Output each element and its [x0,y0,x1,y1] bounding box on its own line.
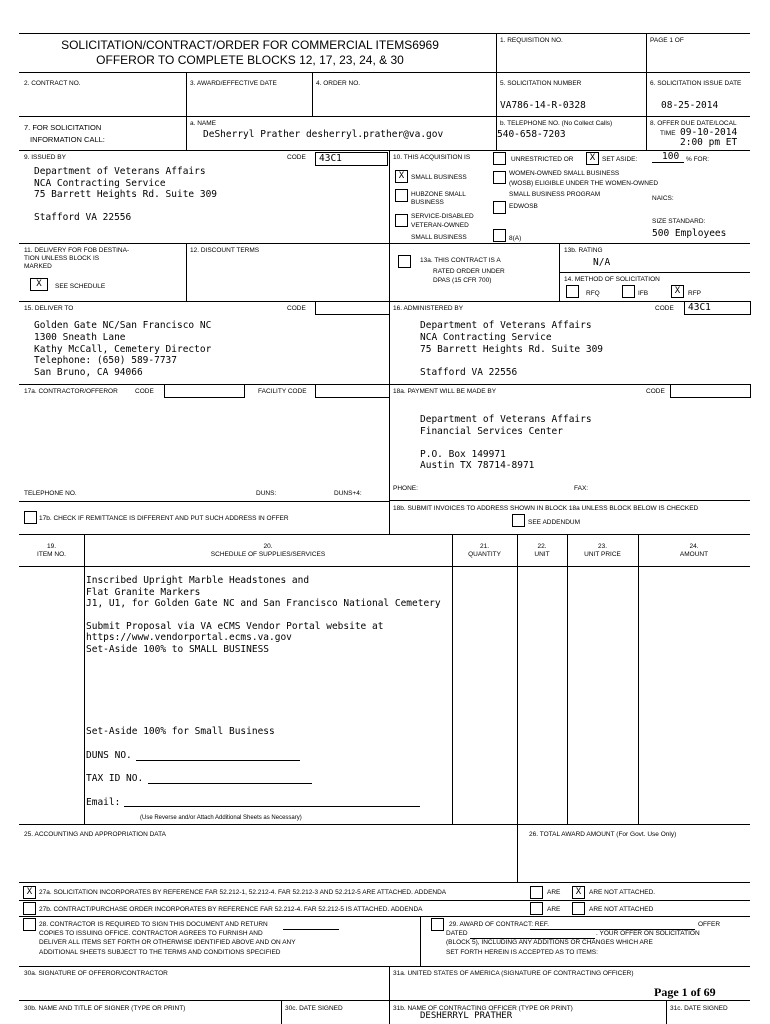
rule [517,534,518,882]
29-label: DATED [446,930,468,937]
payment-line: Financial Services Center [420,426,563,437]
administered-by-label: 16. ADMINISTERED BY [393,305,464,312]
payment-label: 18a. PAYMENT WILL BE MADE BY [393,388,497,395]
sdvosb-label: SMALL BUSINESS [411,234,467,241]
eight-a-label: 8(A) [509,235,522,242]
duns-plus4-label: DUNS+4: [334,490,362,497]
issued-by-line: 75 Barrett Heights Rd. Suite 309 [34,189,218,200]
deliver-code-field [315,301,390,315]
issued-code-label: CODE [287,154,306,161]
28-label: DELIVER ALL ITEMS SET FORTH OR OTHERWISE IDENTIFIED ABOVE AND ON ANY [39,939,296,946]
issue-date: 08-25-2014 [661,100,719,111]
27a-label: 27a. SOLICITATION INCORPORATES BY REFERENCE FAR 52.212-1, 52.212-4. FAR 52.212-3 AND 52.212-5 ARE ATTACHED. ADDENDA [39,889,447,896]
29-label: . YOUR OFFER ON SOLICITATION [596,930,700,937]
rule [567,534,568,824]
naics-label: NAICS: [652,195,674,202]
payment-code-field [670,384,751,398]
discount-terms-label: 12. DISCOUNT TERMS [190,247,260,254]
contract-no-label: 2. CONTRACT NO. [24,80,81,87]
rule [666,1000,667,1024]
facility-code-label: FACILITY CODE [258,388,307,395]
payment-line: Department of Veterans Affairs [420,414,592,425]
rule [19,534,750,535]
solicitation-no: VA786-14-R-0328 [500,100,586,111]
method-label: 14. METHOD OF SOLICITATION [564,276,660,283]
set-aside-checkbox[interactable]: X [586,152,599,165]
col-unit-price [567,543,638,559]
unrestricted-label: UNRESTRICTED OR [511,156,574,163]
set-aside-line: Set-Aside 100% for Small Business [86,726,275,737]
rule [638,534,639,824]
form-title [30,38,470,68]
rfp-label: RFP [688,290,701,297]
rule [19,966,750,967]
issued-by-label: 9. ISSUED BY [24,154,66,161]
rule [646,33,647,150]
eight-a-checkbox[interactable] [493,229,506,242]
29-label: OFFER [698,921,721,928]
27b-are-not-label: ARE NOT ATTACHED [589,906,654,913]
email-input-line[interactable] [124,806,420,807]
administered-by-line: Stafford VA 22556 [420,367,518,378]
sdvosb-label: SERVICE-DISABLED [411,213,474,220]
edwosb-checkbox[interactable] [493,201,506,214]
rule [19,501,389,502]
col-item-no-num: 19. [46,543,57,550]
delivery-label: MARKED [24,263,52,270]
deliver-to-line: Kathy McCall, Cemetery Director [34,344,212,355]
28-label: ADDITIONAL SHEETS SUBJECT TO THE TERMS AND CONDITIONS SPECIFIED [39,949,281,956]
tax-id-input-line[interactable] [148,783,312,784]
col-schedule-label: SCHEDULE OF SUPPLIES/SERVICES [210,551,326,558]
rule [19,916,750,917]
accounting-label: 25. ACCOUNTING AND APPROPRIATION DATA [24,831,166,838]
27b-are-checkbox[interactable] [530,902,543,915]
offer-due-time: 2:00 pm ET [680,137,738,148]
form-number: 6969 [412,38,439,52]
submit-invoices-label: 18b. SUBMIT INVOICES TO ADDRESS SHOWN IN BLOCK 18a UNLESS BLOCK BELOW IS CHECKED [393,505,699,512]
deliver-to-line: Telephone: (650) 589-7737 [34,355,177,366]
rule [19,900,750,901]
27b-label: 27b. CONTRACT/PURCHASE ORDER INCORPORATES BY REFERENCE FAR 52.212-4. FAR 52.212-5 IS ATTACHED. ADDENDA [39,906,423,913]
rule [84,534,85,824]
rule [19,33,750,34]
rfq-checkbox[interactable] [566,285,579,298]
date-signed-label: 30c. DATE SIGNED [285,1005,343,1012]
payment-line: P.O. Box 149971 [420,449,506,460]
set-aside-underline [652,162,684,163]
27a-are-not-checkbox[interactable]: X [572,886,585,899]
phone-label: PHONE: [393,485,418,492]
rule [389,150,390,534]
co-date-signed-label: 31c. DATE SIGNED [670,1005,728,1012]
offer-due-label: 8. OFFER DUE DATE/LOCAL [650,120,737,127]
duns-input-line[interactable] [136,760,300,761]
issued-by-line: Stafford VA 22556 [34,212,132,223]
addendum-checkbox[interactable] [512,514,525,527]
deliver-code-label: CODE [287,305,306,312]
email-line: Email: [86,797,121,808]
see-schedule-checkbox[interactable]: X [30,278,48,291]
wosb-label: (WOSB) ELIGIBLE UNDER THE WOMEN-OWNED [509,180,659,187]
rated-order-label: 13a. THIS CONTRACT IS A [420,257,501,264]
rule [389,966,390,1024]
rule [312,72,313,116]
schedule-line: Set-Aside 100% to SMALL BUSINESS [86,644,270,655]
duns-label: DUNS: [256,490,277,497]
col-quantity-num: 21. [479,543,490,550]
29-label: (BLOCK 5), INCLUDING ANY ADDITIONS OR CHANGES WHICH ARE [446,939,653,946]
29-checkbox[interactable] [431,918,444,931]
sdvosb-checkbox[interactable] [395,214,408,227]
facility-code-field[interactable] [315,384,390,398]
title-line-1: SOLICITATION/CONTRACT/ORDER FOR COMMERCIAL ITEMS [61,38,413,52]
ifb-checkbox[interactable] [622,285,635,298]
offeror-signature-label: 30a. SIGNATURE OF OFFEROR/CONTRACTOR [24,970,168,977]
col-quantity-label: QUANTITY [468,551,501,558]
requisition-label: 1. REQUISITION NO. [500,37,563,44]
deliver-to-label: 15. DELIVER TO [24,305,74,312]
col-item-no-label: ITEM NO. [37,551,66,558]
rule [19,72,750,73]
29-label: SET FORTH HEREIN IS ACCEPTED AS TO ITEMS: [446,949,598,956]
rule [19,116,750,117]
size-standard: 500 Employees [652,228,727,239]
deliver-to-line: San Bruno, CA 94066 [34,367,143,378]
duns-line: DUNS NO. [86,750,132,761]
rating-value: N/A [593,257,611,268]
info-call-label-1: 7. FOR SOLICITATION [24,123,102,132]
payment-code-label: CODE [646,388,665,395]
col-amount-num: 24. [689,543,699,550]
phone-label: b. TELEPHONE NO. (No Collect Calls) [500,120,613,127]
hubzone-label: BUSINESS [411,199,444,206]
co-name-label: 31b. NAME OF CONTRACTING OFFICER (TYPE OR PRINT) [393,1005,573,1012]
acquisition-label: 10. THIS ACQUISITION IS [393,154,471,161]
rated-order-label: DPAS (15 CFR 700) [433,277,492,284]
contractor-label: 17a. CONTRACTOR/OFFEROR [24,388,118,395]
rule [19,150,750,151]
rule [19,824,750,825]
info-call-label-2: INFORMATION CALL: [30,135,105,144]
issue-date-label: 6. SOLICITATION ISSUE DATE [650,80,742,87]
27b-checkbox[interactable] [23,902,36,915]
delivery-label: 11. DELIVERY FOR FOB DESTINA- [24,247,130,254]
rule [19,566,750,567]
contractor-code-label: CODE [135,388,154,395]
set-aside-label: SET ASIDE: [602,156,638,163]
issued-by-line: NCA Contracting Service [34,178,166,189]
size-standard-label: SIZE STANDARD: [652,218,706,225]
administered-by-line: 75 Barrett Heights Rd. Suite 309 [420,344,604,355]
admin-code-label: CODE [655,305,674,312]
col-unit-price-num: 23. [597,543,608,550]
issued-by-line: Department of Veterans Affairs [34,166,206,177]
page-of-label: PAGE 1 OF [650,37,684,44]
28-label: COPIES TO ISSUING OFFICE. CONTRACTOR AGREES TO FURNISH AND [39,930,263,937]
rule [186,72,187,150]
title-line-2: OFFEROR TO COMPLETE BLOCKS 12, 17, 23, 24, & 30 [96,53,404,67]
name-label: a. NAME [190,120,217,127]
tax-id-line: TAX ID NO. [86,773,144,784]
contractor-code-field[interactable] [164,384,245,398]
award-date-label: 3. AWARD/EFFECTIVE DATE [190,80,277,87]
schedule-line: Flat Granite Markers [86,587,201,598]
rated-order-checkbox[interactable] [398,255,411,268]
contact-name: DeSherryl Prather desherryl.prather@va.gov [203,129,444,140]
administered-by-line: Department of Veterans Affairs [420,320,592,331]
27a-checkbox[interactable]: X [23,886,36,899]
28-copies-line[interactable] [283,929,339,930]
rule [19,1000,750,1001]
set-aside-percent: 100 [662,151,680,162]
hubzone-label: HUBZONE SMALL [411,191,466,198]
schedule-line: Inscribed Upright Marble Headstones and [86,575,310,586]
sdvosb-label: VETERAN-OWNED [411,222,469,229]
unrestricted-checkbox[interactable] [493,152,506,165]
col-schedule [84,543,452,559]
delivery-label: TION UNLESS BLOCK IS [24,255,100,262]
hubzone-checkbox[interactable] [395,189,408,202]
rule [420,916,421,966]
remittance-label: 17b. CHECK IF REMITTANCE IS DIFFERENT AND PUT SUCH ADDRESS IN OFFER [39,515,289,522]
schedule-line: Submit Proposal via VA eCMS Vendor Portal website at [86,621,384,632]
27b-are-not-checkbox[interactable] [572,902,585,915]
contact-phone: 540-658-7203 [497,129,566,140]
schedule-line: https://www.vendorportal.ecms.va.gov [86,632,292,643]
28-label: 28. CONTRACTOR IS REQUIRED TO SIGN THIS DOCUMENT AND RETURN [39,921,268,928]
27b-are-label: ARE [547,906,561,913]
rule [186,243,187,301]
reverse-note: (Use Reverse and/or Attach Additional Sheets as Necessary) [140,815,302,821]
signer-name-label: 30b. NAME AND TITLE OF SIGNER (TYPE OR PRINT) [24,1005,186,1012]
payment-line: Austin TX 78714-8971 [420,460,535,471]
co-name: DESHERRYL PRATHER [420,1011,513,1021]
usa-signature-label: 31a. UNITED STATES OF AMERICA (SIGNATURE OF CONTRACTING OFFICER) [393,970,634,977]
issued-code-field: 43C1 [315,152,388,166]
addendum-label: SEE ADDENDUM [528,519,581,526]
col-amount-label: AMOUNT [679,551,709,558]
telephone-label: TELEPHONE NO. [24,490,77,497]
deliver-to-line: Golden Gate NC/San Francisco NC [34,320,212,331]
page-number: Page 1 of 69 [654,985,716,999]
rated-order-label: RATED ORDER UNDER [433,268,505,275]
29-label: 29. AWARD OF CONTRACT: REF. [449,921,549,928]
fax-label: FAX: [574,485,589,492]
edwosb-label: EDWOSB [509,203,538,210]
schedule-line: J1, U1, for Golden Gate NC and San Francisco National Cemetery [86,598,441,609]
wosb-label: WOMEN-OWNED SMALL BUSINESS [509,170,620,177]
rating-label: 13b. RATING [564,247,603,254]
27a-are-not-label: ARE NOT ATTACHED. [589,889,656,896]
rfq-label: RFQ [586,290,600,297]
rule [389,500,750,501]
28-checkbox[interactable] [23,918,36,931]
rule [452,534,453,824]
col-unit [517,543,567,559]
deliver-to-line: 1300 Sneath Lane [34,332,126,343]
27a-are-label: ARE [547,889,561,896]
total-award-label: 26. TOTAL AWARD AMOUNT (For Govt. Use Only) [529,831,677,838]
rfp-checkbox[interactable]: X [671,285,684,298]
time-label: TIME [660,130,676,137]
rule [281,1000,282,1024]
see-schedule-label: SEE SCHEDULE [55,283,106,290]
offer-due-date: 09-10-2014 [680,127,738,138]
solicitation-no-label: 5. SOLICITATION NUMBER [500,80,582,87]
remittance-checkbox[interactable] [24,511,37,524]
col-unit-num: 22. [537,543,547,550]
percent-for-label: % FOR: [686,156,710,163]
order-no-label: 4. ORDER NO. [316,80,361,87]
small-business-checkbox[interactable]: X [395,170,408,183]
col-unit-price-label: UNIT PRICE [584,551,621,558]
small-business-label: SMALL BUSINESS [411,174,467,181]
rule [559,272,750,273]
27a-are-checkbox[interactable] [530,886,543,899]
col-unit-label: UNIT [534,551,550,558]
col-amount [638,543,750,559]
wosb-checkbox[interactable] [493,171,506,184]
admin-code-field: 43C1 [684,301,751,315]
col-quantity [452,543,517,559]
administered-by-line: NCA Contracting Service [420,332,552,343]
col-schedule-num: 20. [263,543,273,550]
rule [19,882,750,883]
wosb-label: SMALL BUSINESS PROGRAM [509,191,601,198]
col-item-no [19,543,84,559]
ifb-label: IFB [638,290,649,297]
rule [19,243,750,244]
